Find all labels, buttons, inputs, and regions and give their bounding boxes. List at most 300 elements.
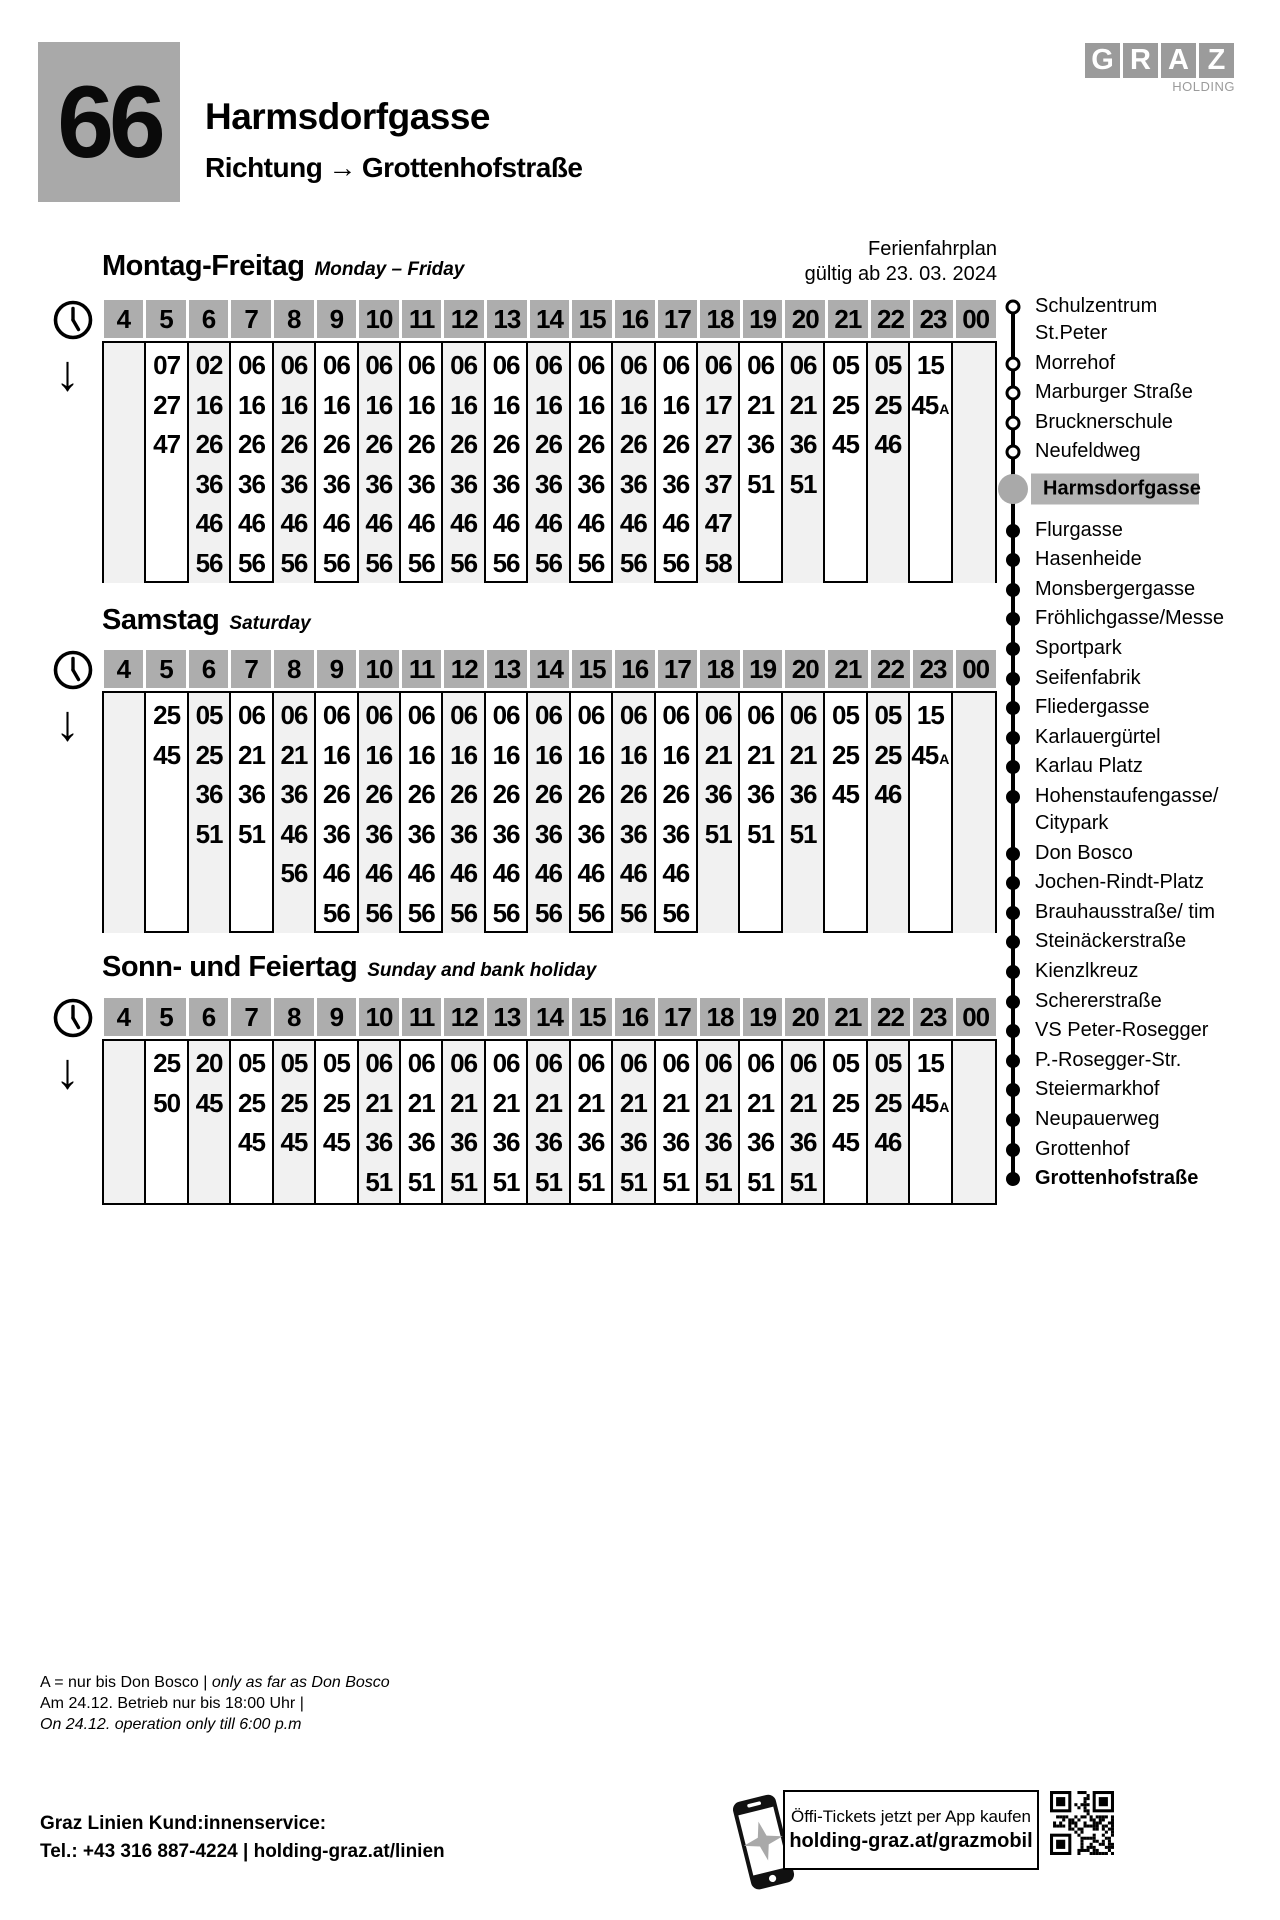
minutes-column bbox=[189, 343, 231, 583]
minute-cell: 56 bbox=[662, 547, 690, 578]
stop-marker-filled bbox=[1006, 906, 1020, 920]
minute-cell: 16 bbox=[322, 389, 350, 420]
minute-cell: 51 bbox=[577, 1166, 605, 1197]
hour-header-cell: 15 bbox=[572, 300, 612, 338]
minute-cell: 36 bbox=[322, 818, 350, 849]
minute-cell: 45 bbox=[832, 779, 859, 809]
stop-marker-filled bbox=[1006, 1143, 1020, 1157]
hour-header-cell: 23 bbox=[913, 650, 953, 688]
stop-marker-filled bbox=[1006, 790, 1020, 804]
minutes-column bbox=[571, 343, 613, 583]
minutes-column bbox=[231, 343, 273, 583]
minute-cell: 56 bbox=[535, 547, 562, 578]
minute-cell: 05 bbox=[874, 1048, 902, 1078]
hour-header-cell: 13 bbox=[487, 650, 527, 688]
minute-cell: 16 bbox=[365, 389, 393, 420]
hour-header-cell: 16 bbox=[615, 998, 655, 1036]
minute-cell: 46 bbox=[450, 508, 478, 538]
minute-cell: 06 bbox=[322, 700, 350, 730]
hour-header-cell: 20 bbox=[785, 998, 825, 1036]
minute-cell: 06 bbox=[322, 350, 350, 380]
minute-cell: 16 bbox=[450, 739, 478, 770]
minute-cell: 16 bbox=[619, 739, 647, 770]
minute-cell: 26 bbox=[492, 429, 520, 459]
hour-header-cell: 18 bbox=[700, 998, 740, 1036]
minute-cell: 26 bbox=[365, 779, 393, 809]
minute-cell: 36 bbox=[280, 468, 308, 499]
route-stop-label: VS Peter-Rosegger bbox=[1035, 1019, 1209, 1042]
route-stop-label: Fliedergasse bbox=[1035, 696, 1150, 719]
minutes-column bbox=[486, 693, 528, 933]
minute-cell: 26 bbox=[322, 429, 350, 459]
minute-cell: 06 bbox=[747, 350, 775, 380]
hour-header-cell: 00 bbox=[956, 650, 996, 688]
minutes-column bbox=[868, 343, 910, 583]
hour-header-cell: 17 bbox=[658, 998, 698, 1036]
footnote-a-marker: A bbox=[939, 1098, 950, 1115]
minutes-column bbox=[189, 693, 231, 933]
minute-cell: 36 bbox=[238, 779, 265, 809]
minutes-column bbox=[613, 693, 655, 933]
minutes-column bbox=[953, 693, 995, 933]
minute-cell: 16 bbox=[662, 739, 690, 770]
sunday-minutes-table bbox=[102, 1039, 997, 1205]
minute-cell: 16 bbox=[577, 739, 605, 770]
route-stop-label: Fröhlichgasse/Messe bbox=[1035, 607, 1224, 630]
hour-header-cell: 7 bbox=[231, 650, 271, 688]
minutes-column bbox=[783, 343, 825, 583]
minute-cell: 36 bbox=[450, 468, 478, 499]
route-stop-label: Grottenhof bbox=[1035, 1137, 1130, 1160]
minute-cell: 06 bbox=[365, 700, 393, 730]
minute-cell: 25 bbox=[832, 389, 859, 420]
minute-cell: 46 bbox=[407, 508, 435, 538]
minute-cell: 26 bbox=[662, 429, 690, 459]
hour-header-cell: 16 bbox=[615, 300, 655, 338]
hour-header-cell: 20 bbox=[785, 650, 825, 688]
route-stop-label: Marburger Straße bbox=[1035, 381, 1193, 404]
stop-marker-filled bbox=[1006, 847, 1020, 861]
minute-cell: 25 bbox=[195, 739, 223, 770]
hour-header-cell: 21 bbox=[828, 998, 868, 1036]
minute-cell: 36 bbox=[577, 468, 605, 499]
minute-cell: 46 bbox=[577, 508, 605, 538]
hour-header-cell: 12 bbox=[444, 300, 484, 338]
minute-cell: 46 bbox=[450, 858, 478, 888]
qr-code bbox=[1050, 1791, 1114, 1855]
minutes-column bbox=[528, 1041, 570, 1203]
stop-marker-filled bbox=[1006, 760, 1020, 774]
minutes-column bbox=[656, 1041, 698, 1203]
minute-cell: 06 bbox=[704, 700, 732, 730]
minute-cell: 05 bbox=[832, 350, 859, 380]
stop-marker-open bbox=[1006, 356, 1021, 371]
minute-cell: 06 bbox=[662, 1048, 690, 1078]
stop-marker-filled bbox=[1006, 701, 1020, 715]
minute-cell: 21 bbox=[365, 1087, 393, 1118]
minute-cell: 46 bbox=[874, 429, 902, 459]
minute-cell: 36 bbox=[365, 468, 393, 499]
minute-cell: 06 bbox=[747, 1048, 775, 1078]
minute-cell: 56 bbox=[619, 897, 647, 928]
hour-header-cell: 23 bbox=[913, 998, 953, 1036]
minute-cell: 06 bbox=[577, 350, 605, 380]
minute-cell: 56 bbox=[280, 858, 308, 888]
minute-cell: 56 bbox=[492, 547, 520, 578]
app-promo-url: holding-graz.at/grazmobil bbox=[789, 1830, 1033, 1852]
clock-icon bbox=[52, 649, 94, 691]
minute-cell: 06 bbox=[450, 700, 478, 730]
minute-cell: 06 bbox=[577, 1048, 605, 1078]
minute-cell: 16 bbox=[662, 389, 690, 420]
minute-cell: 06 bbox=[704, 1048, 732, 1078]
minute-cell: 46 bbox=[874, 1127, 902, 1157]
minute-cell: 06 bbox=[535, 1048, 562, 1078]
stop-marker-filled bbox=[1006, 642, 1020, 656]
customer-service-title: Graz Linien Kund:innenservice: bbox=[40, 1813, 327, 1834]
minute-cell: 36 bbox=[407, 468, 435, 499]
minute-cell: 56 bbox=[322, 897, 350, 928]
minutes-column bbox=[359, 1041, 401, 1203]
minute-cell: 56 bbox=[492, 897, 520, 928]
minute-cell: 36 bbox=[195, 468, 223, 499]
sunday-hours-row bbox=[102, 998, 997, 1036]
minute-cell: 51 bbox=[535, 1166, 562, 1197]
minute-cell: 46 bbox=[492, 508, 520, 538]
minute-cell: 36 bbox=[789, 779, 817, 809]
minute-cell: 06 bbox=[789, 350, 817, 380]
minute-cell: 46 bbox=[365, 858, 393, 888]
minutes-column bbox=[104, 1041, 146, 1203]
minute-cell: 36 bbox=[492, 818, 520, 849]
minute-cell: 36 bbox=[747, 779, 775, 809]
minute-cell: 02 bbox=[195, 350, 223, 380]
validity-note bbox=[805, 237, 997, 287]
minutes-column bbox=[953, 343, 995, 583]
section-title-en: Saturday bbox=[229, 613, 311, 634]
weekday-hours-row bbox=[102, 300, 997, 338]
minute-cell: 45 bbox=[280, 1127, 308, 1157]
minute-cell: 05 bbox=[322, 1048, 350, 1078]
minutes-column bbox=[613, 1041, 655, 1203]
route-stop-label: Karlauergürtel bbox=[1035, 725, 1161, 748]
minute-cell: 36 bbox=[619, 468, 647, 499]
hour-header-cell: 10 bbox=[359, 650, 399, 688]
graz-holding-logo bbox=[1085, 43, 1235, 94]
minute-cell: 46 bbox=[619, 508, 647, 538]
minute-cell: 21 bbox=[577, 1087, 605, 1118]
minute-cell: 56 bbox=[365, 897, 393, 928]
hour-header-cell: 13 bbox=[487, 998, 527, 1036]
minute-cell: 46 bbox=[662, 858, 690, 888]
weekday-table-title bbox=[102, 250, 464, 283]
minute-cell: 36 bbox=[747, 429, 775, 459]
hour-header-cell: 22 bbox=[871, 998, 911, 1036]
hour-header-cell: 13 bbox=[487, 300, 527, 338]
direction-label: Richtung bbox=[205, 152, 323, 183]
minute-cell: 21 bbox=[280, 739, 308, 770]
minute-cell: 21 bbox=[450, 1087, 478, 1118]
minutes-column bbox=[740, 693, 782, 933]
minutes-column bbox=[359, 693, 401, 933]
minute-cell: 16 bbox=[238, 389, 265, 420]
footnote-a-de: A = nur bis Don Bosco | bbox=[40, 1674, 212, 1691]
minute-cell: 56 bbox=[535, 897, 562, 928]
minute-cell: 16 bbox=[280, 389, 308, 420]
minute-cell: 36 bbox=[365, 818, 393, 849]
minute-cell: 45 bbox=[153, 739, 181, 770]
minute-cell: 36 bbox=[747, 1127, 775, 1157]
minute-cell: 06 bbox=[365, 350, 393, 380]
minutes-column bbox=[698, 343, 740, 583]
clock-icon bbox=[52, 299, 94, 341]
minute-cell: 36 bbox=[619, 818, 647, 849]
minute-cell: 21 bbox=[492, 1087, 520, 1118]
minute-cell: 56 bbox=[365, 547, 393, 578]
minutes-column bbox=[528, 343, 570, 583]
minute-cell: 36 bbox=[619, 1127, 647, 1157]
minutes-column bbox=[401, 1041, 443, 1203]
down-arrow-icon: ↓ bbox=[55, 345, 80, 401]
hour-header-cell: 15 bbox=[572, 650, 612, 688]
minute-cell: 15 bbox=[916, 350, 944, 380]
footnote-a bbox=[40, 1672, 390, 1693]
minute-cell: 25 bbox=[874, 1087, 902, 1118]
minute-cell: 16 bbox=[195, 389, 223, 420]
minutes-column bbox=[146, 693, 188, 933]
minutes-column bbox=[656, 343, 698, 583]
minute-cell: 06 bbox=[662, 700, 690, 730]
minute-cell: 16 bbox=[407, 389, 435, 420]
minute-cell: 06 bbox=[704, 350, 732, 380]
minute-cell: 25 bbox=[238, 1087, 265, 1118]
stop-marker-filled bbox=[1006, 1054, 1020, 1068]
minute-cell: 36 bbox=[535, 468, 562, 499]
minute-cell: 25 bbox=[322, 1087, 350, 1118]
hour-header-cell: 00 bbox=[956, 300, 996, 338]
hour-header-cell: 11 bbox=[402, 998, 442, 1036]
minute-cell: 45 bbox=[322, 1127, 350, 1157]
minute-cell: 26 bbox=[619, 779, 647, 809]
stop-marker-filled bbox=[1006, 876, 1020, 890]
stop-marker-filled bbox=[1006, 965, 1020, 979]
minute-cell: 51 bbox=[789, 1166, 817, 1197]
hour-header-cell: 21 bbox=[828, 650, 868, 688]
logo-letter: A bbox=[1161, 43, 1196, 78]
minute-cell: 21 bbox=[789, 389, 817, 420]
minute-cell: 45A bbox=[911, 739, 950, 770]
route-stop-label: Schererstraße bbox=[1035, 989, 1162, 1012]
minute-cell: 21 bbox=[619, 1087, 647, 1118]
minutes-column bbox=[868, 1041, 910, 1203]
hour-header-cell: 12 bbox=[444, 650, 484, 688]
section-title-text: Sonn- und Feiertag bbox=[102, 951, 358, 983]
minute-cell: 06 bbox=[492, 1048, 520, 1078]
hour-header-cell: 10 bbox=[359, 998, 399, 1036]
minute-cell: 56 bbox=[577, 547, 605, 578]
hour-header-cell: 4 bbox=[104, 650, 144, 688]
minute-cell: 51 bbox=[747, 468, 775, 499]
route-stop-label: Steinäckerstraße bbox=[1035, 930, 1187, 953]
minute-cell: 21 bbox=[238, 739, 265, 770]
line-number: 66 bbox=[57, 64, 161, 179]
route-stop-label: Neupauerweg bbox=[1035, 1108, 1160, 1130]
stop-marker-filled bbox=[1006, 935, 1020, 949]
minute-cell: 26 bbox=[365, 429, 393, 459]
minute-cell: 26 bbox=[195, 429, 223, 459]
minute-cell: 16 bbox=[322, 739, 350, 770]
stop-marker-filled bbox=[1006, 1113, 1020, 1127]
stop-marker-filled bbox=[1006, 731, 1020, 745]
minute-cell: 36 bbox=[492, 1127, 520, 1157]
minute-cell: 46 bbox=[322, 508, 350, 538]
minute-cell: 06 bbox=[407, 700, 435, 730]
footnotes bbox=[40, 1672, 390, 1735]
minute-cell: 21 bbox=[747, 389, 775, 420]
minute-cell: 06 bbox=[619, 350, 647, 380]
route-stop-label: Steiermarkhof bbox=[1035, 1078, 1160, 1101]
route-stop-label: Seifenfabrik bbox=[1035, 666, 1141, 689]
minutes-column bbox=[146, 343, 188, 583]
hour-header-cell: 22 bbox=[871, 300, 911, 338]
minutes-column bbox=[656, 693, 698, 933]
minute-cell: 16 bbox=[535, 739, 562, 770]
hour-header-cell: 19 bbox=[743, 998, 783, 1036]
minute-cell: 06 bbox=[535, 700, 562, 730]
minutes-column bbox=[825, 693, 867, 933]
minute-cell: 25 bbox=[832, 1087, 859, 1118]
minutes-column bbox=[740, 343, 782, 583]
footnote-christmas-en: On 24.12. operation only till 6:00 p.m bbox=[40, 1716, 302, 1733]
minutes-column bbox=[316, 343, 358, 583]
minute-cell: 06 bbox=[407, 1048, 435, 1078]
minute-cell: 21 bbox=[789, 739, 817, 770]
hour-header-cell: 18 bbox=[700, 300, 740, 338]
minute-cell: 21 bbox=[535, 1087, 562, 1118]
logo-letter: R bbox=[1123, 43, 1158, 78]
hour-header-cell: 4 bbox=[104, 300, 144, 338]
minute-cell: 36 bbox=[238, 468, 265, 499]
minutes-column bbox=[825, 1041, 867, 1203]
minute-cell: 26 bbox=[450, 779, 478, 809]
minute-cell: 25 bbox=[874, 739, 902, 770]
minutes-column bbox=[316, 693, 358, 933]
minute-cell: 36 bbox=[450, 818, 478, 849]
minute-cell: 56 bbox=[662, 897, 690, 928]
minute-cell: 45A bbox=[911, 389, 950, 420]
minute-cell: 16 bbox=[619, 389, 647, 420]
minute-cell: 26 bbox=[619, 429, 647, 459]
minutes-column bbox=[316, 1041, 358, 1203]
minutes-column bbox=[401, 693, 443, 933]
minutes-column bbox=[443, 343, 485, 583]
minute-cell: 51 bbox=[238, 818, 265, 849]
minute-cell: 21 bbox=[662, 1087, 690, 1118]
minute-cell: 36 bbox=[450, 1127, 478, 1157]
hour-header-cell: 15 bbox=[572, 998, 612, 1036]
route-stop-label: Hasenheide bbox=[1035, 548, 1142, 571]
app-promo-text: Öffi-Tickets jetzt per App kaufen bbox=[790, 1807, 1031, 1826]
route-stop-label: Monsbergergasse bbox=[1035, 577, 1196, 600]
minute-cell: 47 bbox=[704, 508, 732, 538]
minute-cell: 06 bbox=[450, 350, 478, 380]
minute-cell: 58 bbox=[704, 547, 732, 578]
minute-cell: 51 bbox=[789, 468, 817, 499]
hour-header-cell: 18 bbox=[700, 650, 740, 688]
minute-cell: 26 bbox=[450, 429, 478, 459]
minute-cell: 50 bbox=[153, 1087, 181, 1118]
minute-cell: 46 bbox=[535, 508, 562, 538]
minute-cell: 26 bbox=[577, 429, 605, 459]
minute-cell: 45 bbox=[238, 1127, 265, 1157]
minute-cell: 07 bbox=[153, 350, 181, 380]
stop-marker-filled bbox=[1006, 524, 1020, 538]
hour-header-cell: 7 bbox=[231, 998, 271, 1036]
minute-cell: 06 bbox=[619, 1048, 647, 1078]
minute-cell: 17 bbox=[704, 389, 732, 420]
minutes-column bbox=[443, 693, 485, 933]
minute-cell: 56 bbox=[407, 897, 435, 928]
logo-letter-boxes bbox=[1085, 43, 1235, 78]
minute-cell: 51 bbox=[747, 1166, 775, 1197]
minute-cell: 51 bbox=[619, 1166, 647, 1197]
minute-cell: 25 bbox=[280, 1087, 308, 1118]
minutes-column bbox=[274, 343, 316, 583]
minute-cell: 46 bbox=[365, 508, 393, 538]
hour-header-cell: 6 bbox=[189, 300, 229, 338]
hour-header-cell: 14 bbox=[530, 650, 570, 688]
minute-cell: 21 bbox=[747, 1087, 775, 1118]
minutes-column bbox=[740, 1041, 782, 1203]
minute-cell: 26 bbox=[407, 779, 435, 809]
stop-marker-filled bbox=[1006, 1083, 1020, 1097]
minutes-column bbox=[825, 343, 867, 583]
customer-service bbox=[40, 1810, 445, 1866]
logo-subtitle: HOLDING bbox=[1172, 79, 1235, 94]
minutes-column bbox=[783, 693, 825, 933]
minutes-column bbox=[231, 693, 273, 933]
route-stop-label: Schulzentrum St.Peter bbox=[1035, 295, 1158, 344]
hour-header-cell: 8 bbox=[274, 300, 314, 338]
minute-cell: 56 bbox=[450, 547, 478, 578]
minute-cell: 21 bbox=[704, 1087, 732, 1118]
minute-cell: 21 bbox=[407, 1087, 435, 1118]
minute-cell: 36 bbox=[662, 468, 690, 499]
minute-cell: 06 bbox=[238, 350, 265, 380]
stop-marker-open bbox=[1006, 300, 1021, 315]
minute-cell: 51 bbox=[747, 818, 775, 849]
minute-cell: 36 bbox=[322, 468, 350, 499]
footnote-a-en: only as far as Don Bosco bbox=[211, 1674, 390, 1691]
minute-cell: 06 bbox=[619, 700, 647, 730]
minute-cell: 46 bbox=[577, 858, 605, 888]
minutes-column bbox=[104, 693, 146, 933]
minute-cell: 16 bbox=[535, 389, 562, 420]
minutes-column bbox=[486, 343, 528, 583]
hour-header-cell: 22 bbox=[871, 650, 911, 688]
route-stop-label: Hohenstaufengasse/ Citypark bbox=[1035, 785, 1219, 834]
hour-header-cell: 17 bbox=[658, 650, 698, 688]
down-arrow-icon: ↓ bbox=[55, 1043, 80, 1099]
stop-marker-filled bbox=[1006, 672, 1020, 686]
minute-cell: 15 bbox=[916, 700, 944, 730]
minute-cell: 56 bbox=[322, 547, 350, 578]
hour-header-cell: 11 bbox=[402, 300, 442, 338]
direction-subtitle bbox=[205, 152, 583, 184]
minute-cell: 56 bbox=[619, 547, 647, 578]
logo-letter: G bbox=[1085, 43, 1120, 78]
hour-header-cell: 17 bbox=[658, 300, 698, 338]
